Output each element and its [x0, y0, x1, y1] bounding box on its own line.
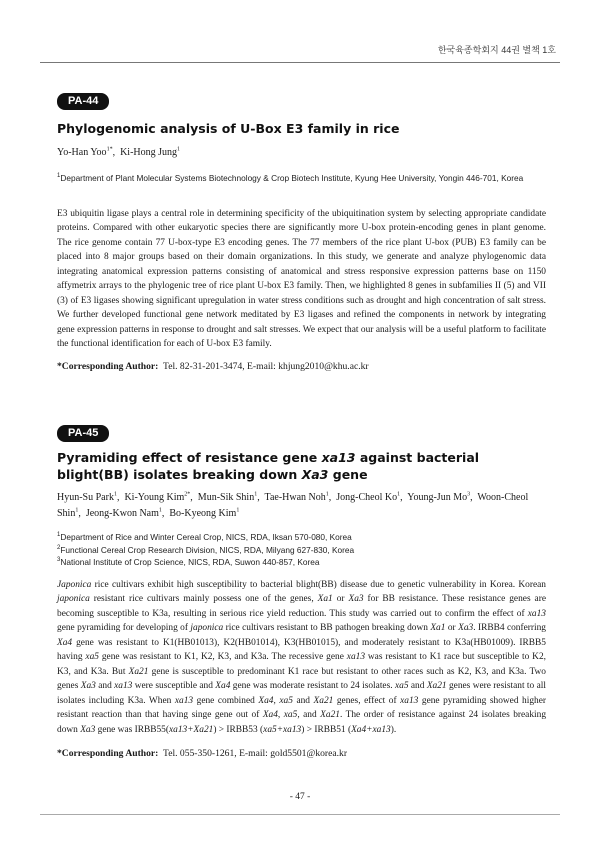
author-name: Tae-Hwan Noh — [264, 492, 326, 503]
author-name: Yo-Han Yoo — [57, 147, 107, 158]
gene-name: Xa4+xa13 — [351, 724, 391, 735]
author-list: Yo-Han Yoo$^{1*}$, Ki-Hong Jung$^1$ — [57, 146, 181, 158]
gene-name: xa5 — [394, 681, 409, 692]
abstract-text: ). — [390, 724, 397, 735]
gene-name: xa5+xa13 — [263, 724, 302, 735]
author-name: Hyun-Su Park — [57, 492, 114, 503]
abstract-text: or — [332, 594, 349, 605]
abstract-text: gene was moderate resistant to 24 isolates. — [230, 681, 395, 692]
abstract: E3 ubiquitin ligase plays a central role in determining specificity of the ubiquitination system by selecting appropriate candidate proteins. Compared with other eukaryotic species there are significantly more U-box protein-encoding genes in plant genome. The rice genome contain 77 U-box-type E3 encoding genes. The 77 members of the rice plant U-box (PUB) E3 family can be placed into 8 major groups based on their domain organizations. In this study, we generate and analyze phylogenomic data integrating anatomical expression patterns consisting of anatomical and stress responsive expression patterns base on 1150 affymetrix arrays to the phylogenic tree of rice plant U-box E3 family. Then, we highlighted 8 genes in subfamilies II (5) and VII (3) of E3 ligases showing significant upregulation in water stress conditions such as drought and high concentration of salt stress. We further developed functional gene network meditated by E3 ligases and refined the components in network by integrating gene expression patterns in response to drought and salt stresses. We expect that our analysis will be a useful platform to facilitate the functional identification for each of U-box E3 family. — [57, 209, 546, 350]
author-affiliation-mark: 2* — [184, 491, 191, 498]
corresponding-label: *Corresponding Author: — [57, 748, 159, 759]
abstract-text: rice cultivars exhibit high susceptibility to bacterial blight(BB) disease due to genetic vulnerability in Korea. Korean — [91, 580, 546, 590]
gene-name: Xa3 — [458, 623, 474, 634]
abstract-text: ) > IRBB51 ( — [301, 724, 352, 735]
affiliation — [57, 531, 547, 544]
gene-name: xa13 — [174, 695, 194, 706]
author-affiliation-mark: 3 — [467, 491, 471, 498]
author-affiliation-mark: 1 — [75, 507, 79, 514]
abstract-text: resistant rice cultivars mainly possess one of the genes, — [89, 594, 318, 605]
abstract-text: and — [292, 695, 314, 706]
abstract-text: , — [277, 710, 284, 721]
author-affiliation-mark: 1* — [106, 146, 113, 153]
gene-name: xa13+Xa21 — [168, 724, 214, 735]
abstract-text: was resistant to K1 race but susceptible to K2, K3, and K3a. But — [57, 652, 546, 677]
paper-id-badge: PA-44 — [57, 93, 109, 110]
affiliation-text: National Institute of Crop Science, NICS, RDA, Suwon 440-857, Korea — [60, 557, 320, 567]
gene-name: Xa21 — [313, 695, 334, 706]
gene-name: xa5 — [85, 652, 99, 663]
author-affiliation-mark: 1 — [397, 491, 401, 498]
footer-divider — [40, 814, 560, 815]
abstract-text: gene was resistant to K1(HB01013), K2(HB01014), K3(HB01015), and moderately resistant to K3a(HB01009). IRBB5 having — [57, 637, 546, 663]
abstract-text: . The order of resistance against 24 isolates breaking down — [57, 710, 547, 735]
title-text: against bacterial blight(BB) isolates breaking down — [57, 450, 480, 482]
gene-name: Xa3 — [80, 724, 96, 735]
abstract-text: gene is susceptible to predominant K1 race but resistant to other races such as K2, K3, and K3a. Two genes — [57, 666, 546, 692]
paper-id-badge: PA-45 — [57, 425, 109, 442]
author-name: Bo-Kyeong Kim — [169, 508, 237, 519]
abstract-text: genes were resistant to all isolates including K3a. When — [57, 681, 546, 706]
author-affiliation-mark: 1 — [325, 491, 329, 498]
abstract-text: for BB resistance. These resistance genes are becoming susceptible to K3a, resulting in serious rice yield reduction. This study was carried out to confirm the effect of — [57, 594, 546, 619]
author-name: Woon-Cheol Shin — [57, 492, 529, 519]
page-number: - 47 - — [289, 792, 311, 802]
gene-name: japonica — [57, 594, 90, 605]
gene-name: Xa3 — [301, 467, 329, 482]
author-name: Jong-Cheol Ko — [336, 492, 398, 503]
affiliation-text: Department of Plant Molecular Systems Biotechnology & Crop Biotech Institute, Kyung Hee University, Yongin 446-701, Korea — [60, 173, 524, 183]
author-affiliation-mark: 1 — [236, 507, 240, 514]
corresponding-author — [57, 360, 547, 374]
abstract-text: ) > IRBB53 ( — [213, 724, 264, 735]
affiliation-number: 1 — [57, 532, 61, 539]
author-name: Mun-Sik Shin — [197, 492, 255, 503]
author-affiliation-mark: 1 — [113, 491, 117, 498]
affiliation-number: 2 — [57, 544, 61, 551]
gene-name: xa13 — [114, 681, 133, 692]
gene-name: Japonica — [57, 580, 92, 590]
author-affiliation-mark: 1 — [158, 507, 162, 514]
paper-title: Phylogenomic analysis of U-Box E3 family in rice — [57, 121, 400, 136]
abstract-text: gene pyramiding showed higher resistant reaction than that having singe gene out of — [57, 695, 547, 721]
abstract-text: genes, effect of — [333, 695, 401, 706]
gene-name: xa13 — [400, 695, 419, 706]
journal-header: 한국육종학회지 44권 별책 1호 — [437, 45, 556, 55]
abstract-text: and — [95, 681, 115, 692]
gene-name: Xa4 — [215, 681, 231, 692]
title-text: gene — [328, 467, 368, 482]
affiliation-list — [57, 531, 547, 569]
author-name: Jeong-Kwon Nam — [85, 508, 159, 519]
abstract-text: , — [273, 695, 280, 706]
gene-name: xa5 — [279, 695, 293, 706]
gene-name: xa5 — [283, 710, 298, 721]
abstract-text: or — [445, 623, 459, 634]
abstract-text: . IRBB4 conferring — [473, 623, 546, 634]
gene-name: Xa1 — [317, 594, 333, 605]
abstract — [57, 578, 546, 737]
affiliation — [57, 544, 547, 557]
gene-name: japonica — [190, 623, 224, 634]
abstract-text: , and — [297, 710, 321, 721]
gene-name: Xa4 — [57, 637, 73, 648]
affiliation-number: 1 — [57, 173, 61, 180]
affiliation-text: Department of Rice and Winter Cereal Crop, NICS, RDA, Iksan 570-080, Korea — [60, 532, 352, 542]
corresponding-contact: Tel. 82-31-201-3474, E-mail: khjung2010@khu.ac.kr — [163, 361, 369, 372]
author-name: Ki-Young Kim — [124, 492, 185, 503]
gene-name: Xa3 — [80, 681, 96, 692]
gene-name: xa13 — [527, 608, 546, 619]
abstract-text: gene was IRBB55( — [95, 724, 169, 735]
title-text: Pyramiding effect of resistance gene — [57, 450, 322, 465]
abstract-text: gene combined — [193, 695, 259, 706]
affiliation — [57, 172, 547, 185]
author-list: Hyun-Su Park$^1$, Ki-Young Kim$^{2*}$, Mun-Sik Shin$^1$, Tae-Hwan Noh$^1$, Jong-Cheol Ko$^1$, Young-Jun Mo$^3$, Woon-Cheol Shin$^1$, Jeong-Kwon Nam$^1$, Bo-Kyeong Kim$^1$ — [57, 491, 529, 519]
gene-name: xa13 — [321, 450, 356, 465]
abstract-text: and — [408, 681, 427, 692]
gene-name: Xa4 — [258, 695, 274, 706]
author-name: Ki-Hong Jung — [120, 147, 178, 158]
abstract-text: were susceptible and — [132, 681, 216, 692]
abstract-text: rice cultivars resistant to BB pathogen breaking down — [223, 623, 431, 634]
gene-name: xa13 — [346, 652, 366, 663]
author-affiliation-mark: 1 — [177, 146, 181, 153]
gene-name: Xa21 — [426, 681, 447, 692]
gene-name: Xa4 — [262, 710, 278, 721]
affiliation-number: 3 — [57, 557, 61, 564]
author-name: Young-Jun Mo — [407, 492, 468, 503]
affiliation — [57, 556, 547, 569]
affiliation-text: Functional Cereal Crop Research Division, NICS, RDA, Milyang 627-830, Korea — [60, 544, 355, 555]
corresponding-contact: Tel. 055-350-1261, E-mail: gold5501@korea.kr — [163, 748, 348, 759]
gene-name: Xa21 — [320, 710, 340, 721]
abstract-text: gene pyramiding for developing of — [57, 623, 191, 634]
gene-name: Xa1 — [430, 623, 446, 634]
paper-title — [57, 449, 547, 483]
corresponding-author — [57, 747, 547, 761]
header-divider — [40, 62, 560, 63]
corresponding-label: *Corresponding Author: — [57, 361, 159, 372]
gene-name: Xa21 — [128, 666, 149, 677]
author-affiliation-mark: 1 — [254, 491, 258, 498]
abstract-text: gene was resistant to K1, K2, K3, and K3a. The recessive gene — [98, 652, 347, 663]
gene-name: Xa3 — [348, 594, 364, 605]
